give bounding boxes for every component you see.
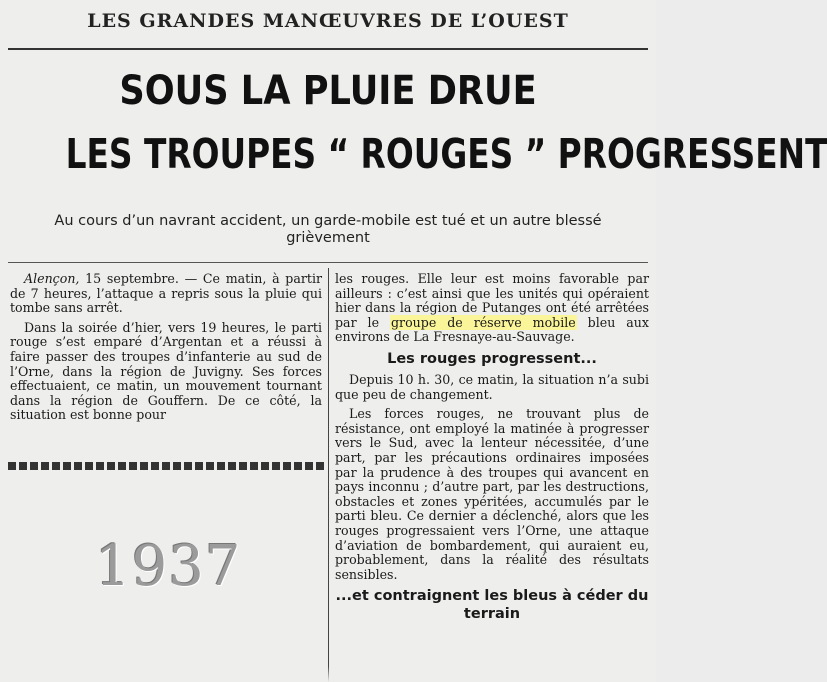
- left-column: [10, 272, 322, 428]
- right-column: [335, 272, 649, 628]
- dashed-separator: [8, 462, 324, 470]
- paragraph: Dans la soirée d’hier, vers 19 heures, le parti rouge s’est emparé d’Argentan et a réussi à faire passer des troupes d’infanterie au sud de l’Orne, dans la région de Juvigny. Ses forces effectuaient, ce matin, un mouvement tournant dans la région de Gouffern. De ce côté, la situation est bonne pour: [10, 319, 322, 423]
- bottom-fade: [0, 666, 656, 682]
- headline-line-2: LES TROUPES “ ROUGES ” PROGRESSENT: [65, 130, 827, 178]
- headline-line-1: SOUS LA PLUIE DRUE: [119, 68, 537, 114]
- highlighted-text: groupe de réserve mobile: [390, 314, 576, 330]
- paragraph-text: 15 septembre. — Ce matin, à partir de 7 heures, l’attaque a repris sous la pluie qui tombe sans arrêt.: [10, 271, 322, 316]
- paragraph: [335, 272, 649, 345]
- paragraph: Depuis 10 h. 30, ce matin, la situation n’a subi que peu de changement.: [335, 371, 649, 402]
- intertitle: ...et contraignent les bleus à céder du terrain: [335, 588, 649, 623]
- paragraph: [10, 272, 322, 316]
- intertitle: Les rouges progressent...: [387, 350, 597, 367]
- paragraph-text: les rouges. Elle leur est moins favorable par ailleurs : c’est ainsi que les unités qui opéraient hier dans la région de Putanges ont été arrêtées par le: [335, 271, 649, 330]
- paragraph-text: bleu aux environs de La Fresnaye-au-Sauvage.: [335, 314, 649, 345]
- paragraph: Les forces rouges, ne trouvant plus de résistance, ont employé la matinée à progresser vers le Sud, avec la lenteur nécessitée, d’une part, par les précautions ordinaires imposées par la prudence à des troupes qui avancent en pays inconnu ; d’autre part, par les destructions, obstacles et zones ypéritées, accumulés par le parti bleu. Ce dernier a déclenché, alors que les rouges progressaient vers l’Orne, une attaque d’aviation de bombardement, qui auraient eu, probablement, dans la réalité des résultats sensibles.: [335, 406, 649, 582]
- kicker: LES GRANDES MANŒUVRES DE L’OUEST: [87, 10, 569, 32]
- top-rule: [8, 48, 648, 50]
- section-rule: [8, 262, 648, 263]
- year-overlay: 1937: [95, 534, 242, 599]
- subheadline: Au cours d’un navrant accident, un garde-mobile est tué et un autre blessé grièvement: [54, 213, 602, 246]
- dateline: Alençon,: [24, 271, 80, 286]
- column-divider: [328, 268, 329, 682]
